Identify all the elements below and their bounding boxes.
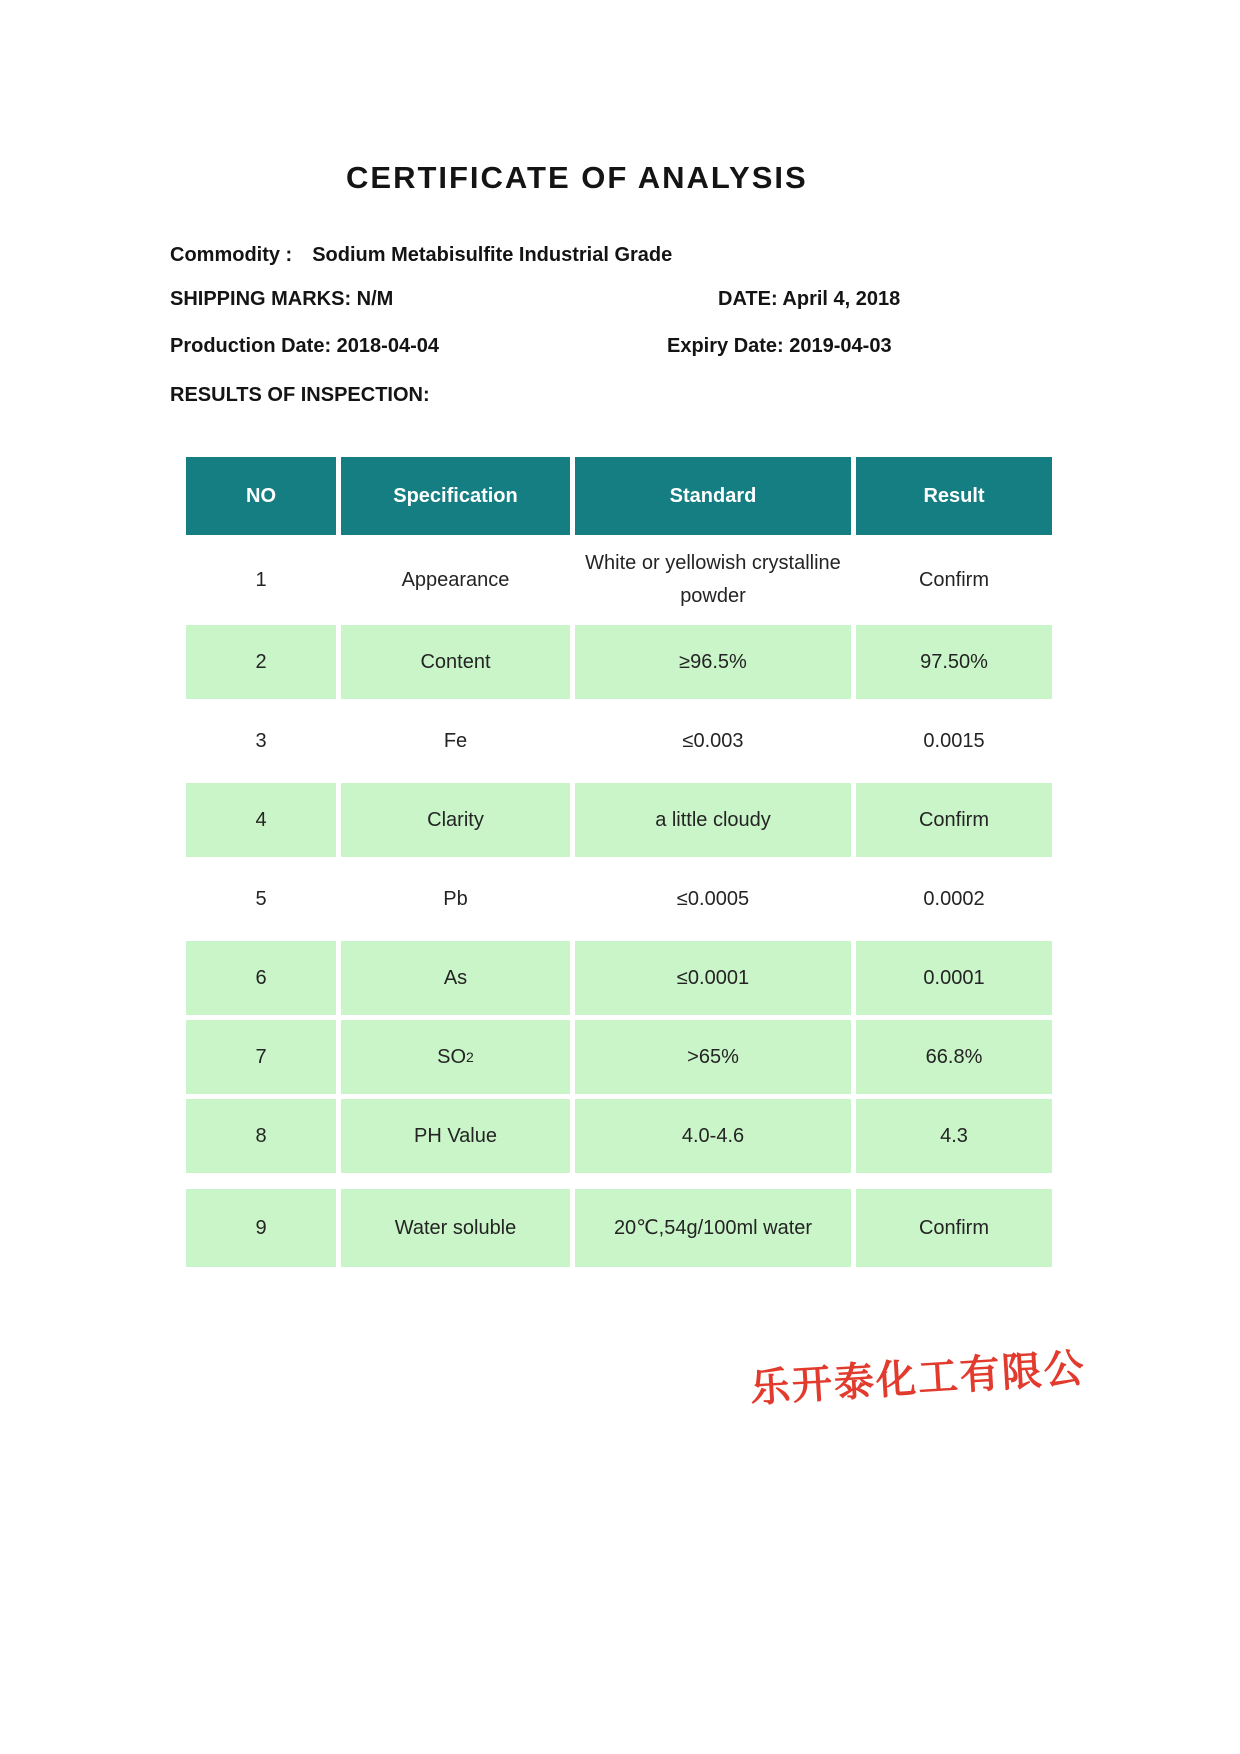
cell-no: 4 [186, 783, 336, 857]
cell-result: Confirm [856, 540, 1052, 620]
cell-result: Confirm [856, 1189, 1052, 1267]
cell-specification: Content [341, 625, 570, 699]
cell-specification: SO 2 [341, 1020, 570, 1094]
cell-specification: Fe [341, 704, 570, 778]
expiry-date: Expiry Date: 2019-04-03 [667, 335, 892, 357]
company-stamp: 乐开泰化工有限公 [748, 1346, 1087, 1411]
commodity-label: Commodity : [170, 244, 293, 266]
commodity-line [170, 244, 1240, 269]
cell-no: 3 [186, 704, 336, 778]
cell-result: 0.0002 [856, 862, 1052, 936]
date-value: DATE: April 4, 2018 [718, 288, 901, 310]
cell-no: 5 [186, 862, 336, 936]
cell-no: 7 [186, 1020, 336, 1094]
production-line [170, 335, 1240, 360]
cell-specification: Pb [341, 862, 570, 936]
cell-no: 9 [186, 1189, 336, 1267]
cell-result: 4.3 [856, 1099, 1052, 1173]
cell-standard: ≤0.003 [575, 704, 851, 778]
cell-specification: PH Value [341, 1099, 570, 1173]
cell-no: 1 [186, 540, 336, 620]
shipping-marks: SHIPPING MARKS: N/M [170, 288, 394, 310]
cell-standard: ≥96.5% [575, 625, 851, 699]
column-header-no: NO [186, 457, 336, 535]
cell-specification: As [341, 941, 570, 1015]
column-header-specification: Specification [341, 457, 570, 535]
column-header-result: Result [856, 457, 1052, 535]
cell-result: Confirm [856, 783, 1052, 857]
cell-result: 0.0001 [856, 941, 1052, 1015]
cell-result: 66.8% [856, 1020, 1052, 1094]
cell-result: 97.50% [856, 625, 1052, 699]
cell-specification: Appearance [341, 540, 570, 620]
cell-specification: Water soluble [341, 1189, 570, 1267]
column-header-standard: Standard [575, 457, 851, 535]
page-title: CERTIFICATE OF ANALYSIS [346, 160, 808, 195]
results-table [186, 457, 1052, 1267]
cell-specification: Clarity [341, 783, 570, 857]
cell-standard: ≤0.0001 [575, 941, 851, 1015]
cell-standard: 20℃,54g/100ml water [575, 1189, 851, 1267]
production-date: Production Date: 2018-04-04 [170, 335, 439, 357]
cell-result: 0.0015 [856, 704, 1052, 778]
meta-section [0, 244, 1240, 409]
cell-standard: White or yellowish crystalline powder [575, 540, 851, 620]
cell-standard: ≤0.0005 [575, 862, 851, 936]
row-gap [186, 1178, 1052, 1184]
results-heading: RESULTS OF INSPECTION: [170, 384, 430, 406]
cell-no: 2 [186, 625, 336, 699]
commodity-value: Sodium Metabisulfite Industrial Grade [312, 244, 673, 266]
cell-no: 6 [186, 941, 336, 1015]
cell-standard: a little cloudy [575, 783, 851, 857]
cell-no: 8 [186, 1099, 336, 1173]
cell-standard: >65% [575, 1020, 851, 1094]
shipping-line [170, 288, 1240, 313]
cell-standard: 4.0-4.6 [575, 1099, 851, 1173]
